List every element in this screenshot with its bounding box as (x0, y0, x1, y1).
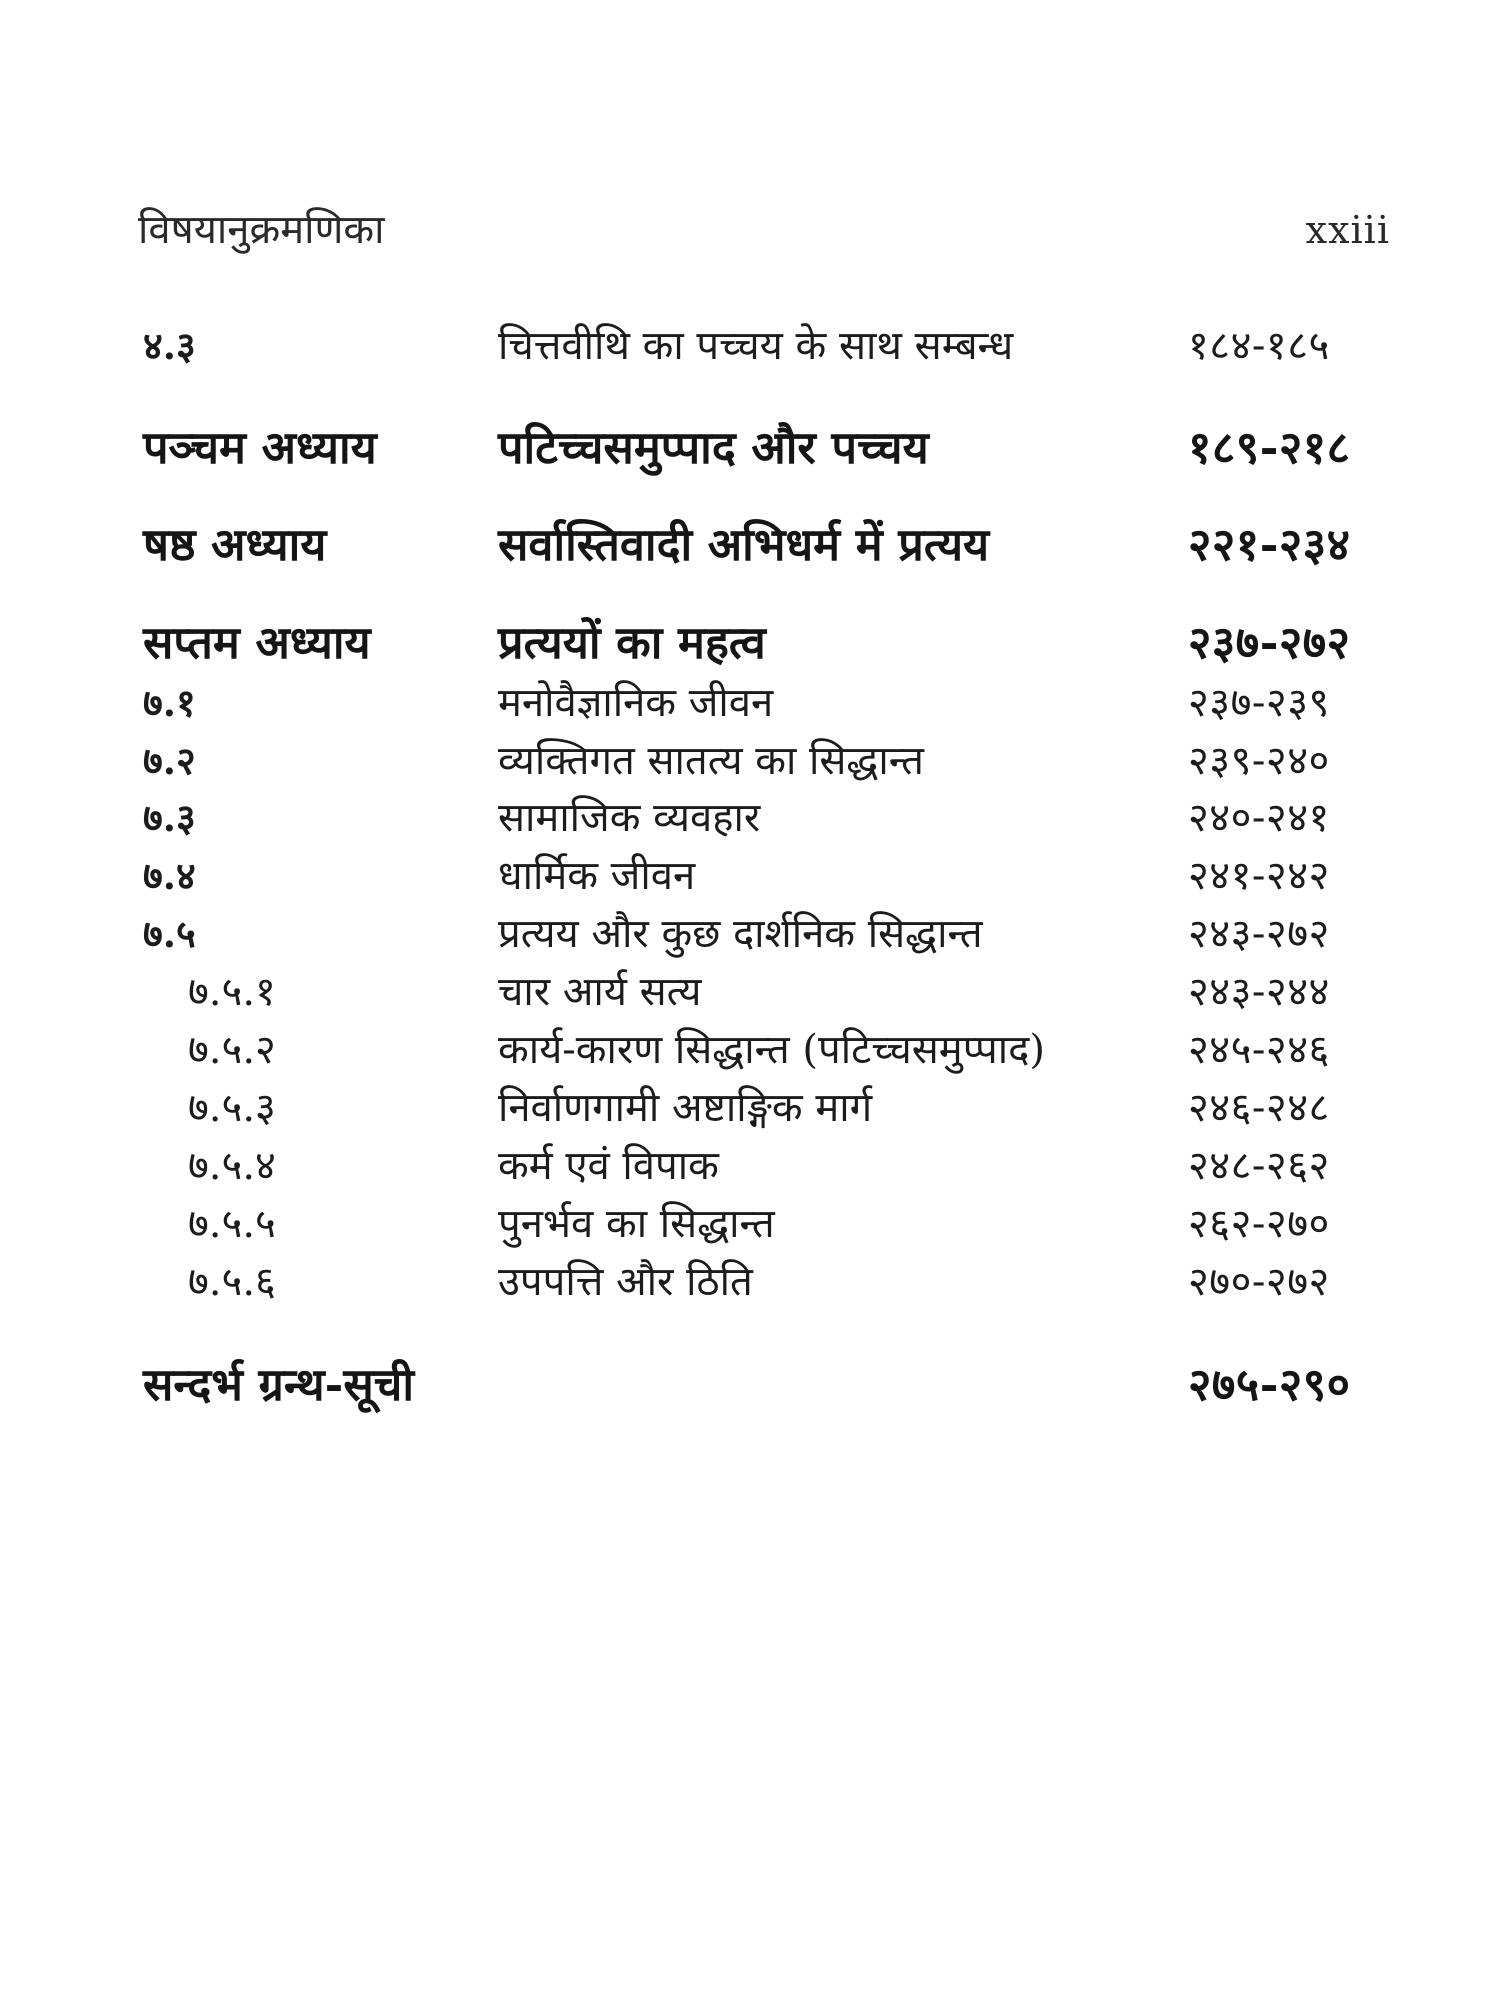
subentry-number: ७.५.३ (188, 1085, 276, 1131)
bibliography-pages: २७५-२९० (1188, 1358, 1351, 1411)
entry-number: ७.५ (143, 911, 196, 956)
bibliography-label: सन्दर्भ ग्रन्थ-सूची (143, 1358, 414, 1411)
entry-title: चित्तवीथि का पच्चय के साथ सम्बन्ध (498, 323, 1014, 369)
subentry-pages: २४८-२६२ (1188, 1143, 1330, 1189)
subentry-title: पुनर्भव का सिद्धान्त (498, 1201, 775, 1247)
entry-number: ७.२ (143, 738, 196, 783)
entry-number: ४.३ (143, 323, 196, 368)
subentry-number: ७.५.१ (188, 969, 276, 1015)
subentry-title: कर्म एवं विपाक (498, 1143, 719, 1189)
running-title: विषयानुक्रमणिका (138, 207, 385, 253)
entry-pages: २३७-२३९ (1188, 680, 1330, 726)
entry-title: सामाजिक व्यवहार (498, 795, 761, 841)
chapter-title: सर्वास्तिवादी अभिधर्म में प्रत्यय (498, 518, 990, 571)
entry-number: ७.१ (143, 680, 196, 725)
chapter-pages: १८९-२१८ (1188, 421, 1351, 474)
subentry-number: ७.५.४ (188, 1143, 276, 1189)
chapter-label: षष्ठ अध्याय (143, 518, 327, 571)
entry-title: मनोवैज्ञानिक जीवन (498, 680, 774, 726)
chapter-pages: २२१-२३४ (1188, 518, 1351, 571)
entry-pages: २४३-२७२ (1188, 911, 1330, 957)
subentry-pages: २४३-२४४ (1188, 969, 1330, 1015)
entry-title: व्यक्तिगत सातत्य का सिद्धान्त (498, 738, 924, 784)
running-head (138, 200, 1390, 260)
chapter-pages: २३७-२७२ (1188, 616, 1351, 669)
subentry-title: उपपत्ति और ठिति (498, 1259, 753, 1305)
entry-pages: २३९-२४० (1188, 738, 1330, 784)
entry-pages: २४१-२४२ (1188, 853, 1330, 899)
subentry-number: ७.५.६ (188, 1259, 276, 1305)
chapter-label: सप्तम अध्याय (143, 616, 371, 669)
subentry-number: ७.५.५ (188, 1201, 276, 1247)
subentry-number: ७.५.२ (188, 1027, 276, 1073)
subentry-pages: २४५-२४६ (1188, 1027, 1330, 1073)
entry-number: ७.३ (143, 795, 196, 840)
chapter-label: पञ्चम अध्याय (143, 421, 377, 474)
subentry-pages: २४६-२४८ (1188, 1085, 1330, 1131)
subentry-title: चार आर्य सत्य (498, 969, 702, 1015)
entry-pages: २४०-२४१ (1188, 795, 1330, 841)
chapter-title: पटिच्चसमुप्पाद और पच्चय (498, 421, 929, 474)
subentry-title: निर्वाणगामी अष्टाङ्गिक मार्ग (498, 1085, 873, 1131)
subentry-pages: २७०-२७२ (1188, 1259, 1330, 1305)
entry-title: धार्मिक जीवन (498, 853, 696, 899)
entry-pages: १८४-१८५ (1188, 323, 1330, 369)
page-number: xxiii (1305, 208, 1390, 252)
entry-title: प्रत्यय और कुछ दार्शनिक सिद्धान्त (498, 911, 983, 957)
subentry-pages: २६२-२७० (1188, 1201, 1330, 1247)
subentry-title: कार्य-कारण सिद्धान्त (पटिच्चसमुप्पाद) (498, 1027, 1045, 1073)
entry-number: ७.४ (143, 853, 196, 898)
chapter-title: प्रत्ययों का महत्व (498, 616, 766, 669)
